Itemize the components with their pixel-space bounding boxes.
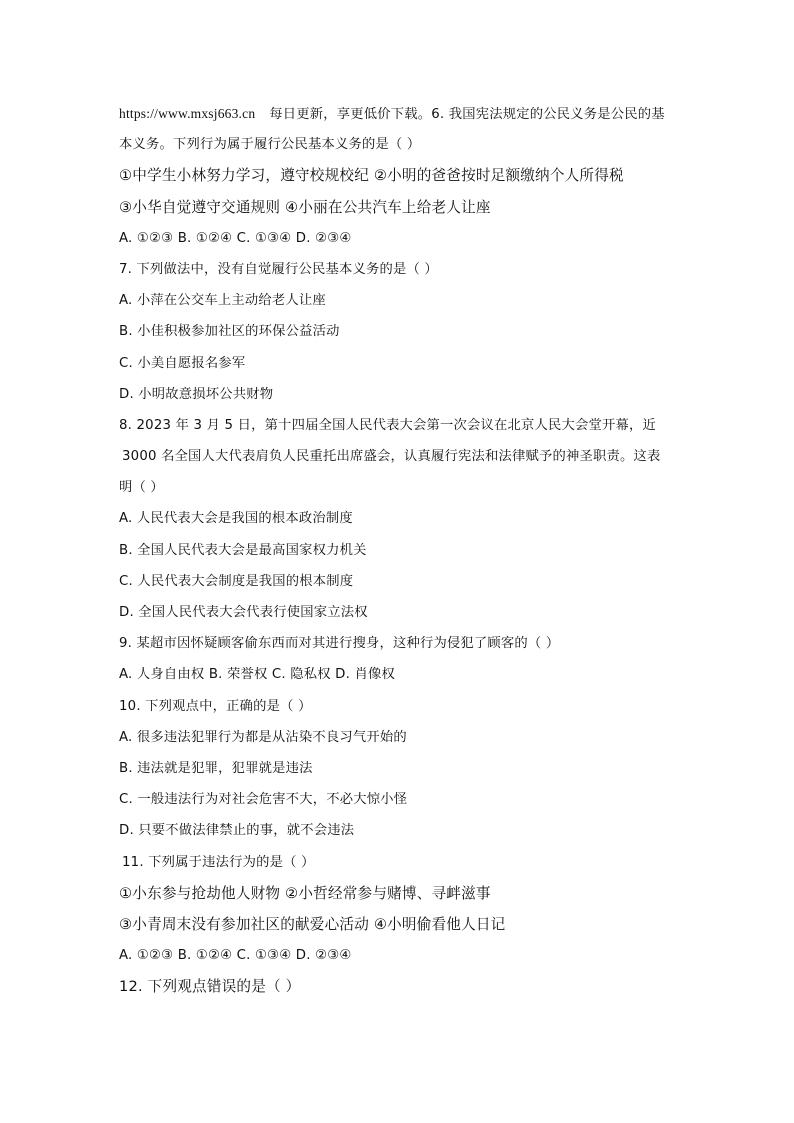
answer-choice: A. 人民代表大会是我国的根本政治制度 [119,511,353,527]
question-stem: 8. 2023 年 3 月 5 日，第十四届全国人民代表大会第一次会议在北京人民大会堂开幕，近 [119,417,657,433]
option-statements: ③小青周末没有参加社区的献爱心活动 ④小明偷看他人日记 [119,915,506,933]
question-stem: 3000 名全国人大代表肩负人民重托出席盛会，认真履行宪法和法律赋予的神圣职责。这表 [122,449,661,465]
option-statements: ③小华自觉遵守交通规则 ④小丽在公共汽车上给老人让座 [119,198,491,216]
answer-choice: D. 小明故意损坏公共财物 [119,386,274,402]
question-stem: 明（ ） [119,480,164,496]
answer-choice: D. 只要不做法律禁止的事，就不会违法 [119,823,355,839]
answer-choice: B. 违法就是犯罪，犯罪就是违法 [119,760,313,776]
answer-choice: A. 很多违法犯罪行为都是从沾染不良习气开始的 [119,729,407,745]
answer-choices: A. 人身自由权 B. 荣誉权 C. 隐私权 D. 肖像权 [119,667,395,683]
question-stem: 10. 下列观点中，正确的是（ ） [119,698,312,714]
header-notice: 每日更新，享更低价下载。6. 我国宪法规定的公民义务是公民的基 [269,107,665,122]
answer-choice: B. 全国人民代表大会是最高国家权力机关 [119,542,367,558]
source-url[interactable]: https://www.mxsj663.cn [119,106,256,121]
question-stem: 11. 下列属于违法行为的是（ ） [122,854,315,870]
question-stem: 9. 某超市因怀疑顾客偷东西而对其进行搜身，这种行为侵犯了顾客的（ ） [119,636,560,652]
option-statements: ①中学生小林努力学习，遵守校规校纪 ②小明的爸爸按时足额缴纳个人所得税 [119,167,624,185]
answer-choice: A. 小萍在公交车上主动给老人让座 [119,293,326,309]
question-stem: 12. 下列观点错误的是（ ） [119,978,301,996]
answer-choices: A. ①②③ B. ①②④ C. ①③④ D. ②③④ [119,948,352,964]
answer-choice: D. 全国人民代表大会代表行使国家立法权 [119,605,368,620]
header-line [119,98,689,129]
answer-choices: A. ①②③ B. ①②④ C. ①③④ D. ②③④ [119,230,352,246]
question-content [119,98,689,1002]
option-statements: ①小东参与抢劫他人财物 ②小哲经常参与赌博、寻衅滋事 [119,884,491,902]
answer-choice: B. 小佳积极参加社区的环保公益活动 [119,324,340,340]
answer-choice: C. 人民代表大会制度是我国的根本制度 [119,573,354,589]
answer-choice: C. 一般违法行为对社会危害不大，不必大惊小怪 [119,792,408,808]
question-stem: 7. 下列做法中，没有自觉履行公民基本义务的是（ ） [119,261,438,277]
answer-choice: C. 小美自愿报名参军 [119,355,246,371]
text-line: 本义务。下列行为属于履行公民基本义务的是（ ） [119,137,421,153]
